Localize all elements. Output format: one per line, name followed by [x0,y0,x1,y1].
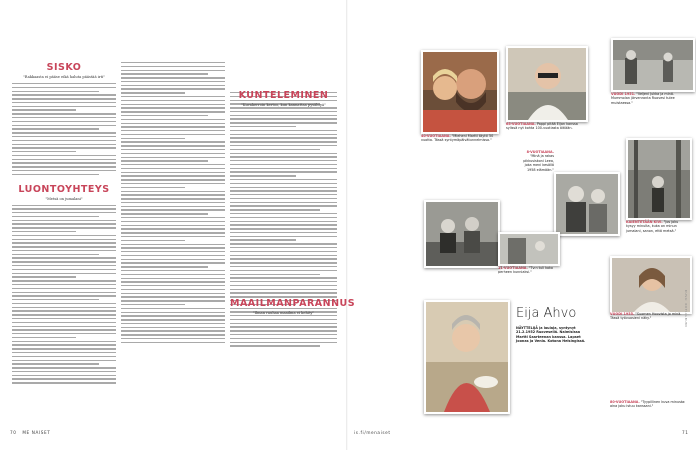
caption-childhood-lake-label: VUODI 1951. [611,92,636,96]
body-text-block [12,83,116,175]
section-heading-maailmanparannus: MAAILMANPARANNUS [230,298,356,309]
caption-age-11-text: "Tv:n tuli koko perheen kunniaksi." [498,266,553,275]
caption-age-65-label: 65-VUOTIAANA. [506,122,536,126]
photo-forest [626,138,692,220]
caption-age-80 [610,400,690,409]
section-subheading-sisko: "Rakkaasta ei pääse eikä haluta päästää irti" [23,75,105,79]
column-3-headings-2 [230,298,356,319]
page-number-left: 70 [10,430,17,435]
caption-childhood-lake [611,92,691,105]
profile-bio: NÄYTTELIJÄ ja laulaja, syntynyt 21.2.1952 Ruovesellä. Naimisissa Martti Saarteenan kanssa. Lapset Joonas ja Venla. Kotona Helsingissä. [516,326,586,344]
magazine-name: ME NAISET [22,430,51,435]
section-subheading-maailmanparannus: "Ilman rauhaa maailma ei kehity" [252,311,315,315]
photo-doorway [498,232,560,266]
photo-age-40 [421,50,499,134]
page-number-right: 71 [682,430,689,435]
caption-childhood-lake-text: "Veljeni Jukka ja minä. Mummolan järvenranta Ruovesi tulee muistaessa." [611,92,675,105]
photo-age-80 [424,300,510,414]
photo-age-8 [554,172,620,236]
section-heading-sisko: SISKO [46,62,82,73]
caption-age-11 [498,266,560,275]
caption-forest-label: KAIENTETÄÄN KIVI. [626,220,663,224]
page-folio-left [10,430,50,435]
section-subheading-luontoyhteys: "Metsä on jumalani" [45,196,83,201]
caption-age-11-label: 11-VUOTIAANA. [498,266,528,270]
section-heading-luontoyhteys: LUONTOYHTEYS [18,183,110,195]
column-3-headings [230,90,337,111]
section-subheading-kunteleminen: "Kuvakerroin kertoo, kun kannattaa pysähtyä" [241,103,326,107]
body-text-block [121,62,225,343]
caption-age-80-label: 80-VUOTIAANA. [610,400,640,404]
caption-forest-text: "Jos joku kysyy minulta, kuka on minun jumalani, sanon, että metsä." [626,220,679,233]
caption-age-8-label: 8-VUOTIAANA. [526,150,554,154]
profile-name: Eija Ahvo [516,306,577,321]
caption-age-40-label: 40-VUOTIAANA. [421,134,451,138]
photo-credit: KUVA: KOTIALBUMI [684,290,688,328]
caption-age-65 [506,122,584,131]
photo-age-65 [506,46,588,122]
caption-portrait-young [610,312,688,321]
column-2 [121,62,225,346]
photo-age-11 [424,200,500,268]
caption-forest [626,220,688,233]
section-heading-kunteleminen: KUNTELEMINEN [238,90,329,101]
right-page [230,0,696,450]
caption-age-65-text: Pappi pitää Eijan kanssa sylissä nyt kohta 100-vuotiasta äitiään. [506,122,578,131]
caption-age-40-text: "Mieheni Martti täytti 50 vuotta. Tässä syntymäpäivätunnelmissa." [421,134,494,143]
body-text-block [12,205,116,384]
caption-age-8 [518,150,554,172]
caption-portrait-young-text: "Suomen Hoovista jo minä. Tässä työvuosieni näky." [610,312,682,321]
photo-childhood-lake [611,38,695,92]
caption-age-80-text: "Tyypillinen kuva minusta: aina joku istuu kanssani." [610,400,686,409]
photo-portrait-young [610,256,692,314]
column-1 [12,62,116,386]
caption-age-40 [421,134,495,143]
caption-portrait-young-label: VUODI 1955. [610,312,635,316]
website-url: is.fi/menaiset [354,430,391,435]
caption-age-8-text: "Minä ja rakas pikkusiskoni Leea, joka meni kesällä 1958 elämään." [523,154,554,172]
